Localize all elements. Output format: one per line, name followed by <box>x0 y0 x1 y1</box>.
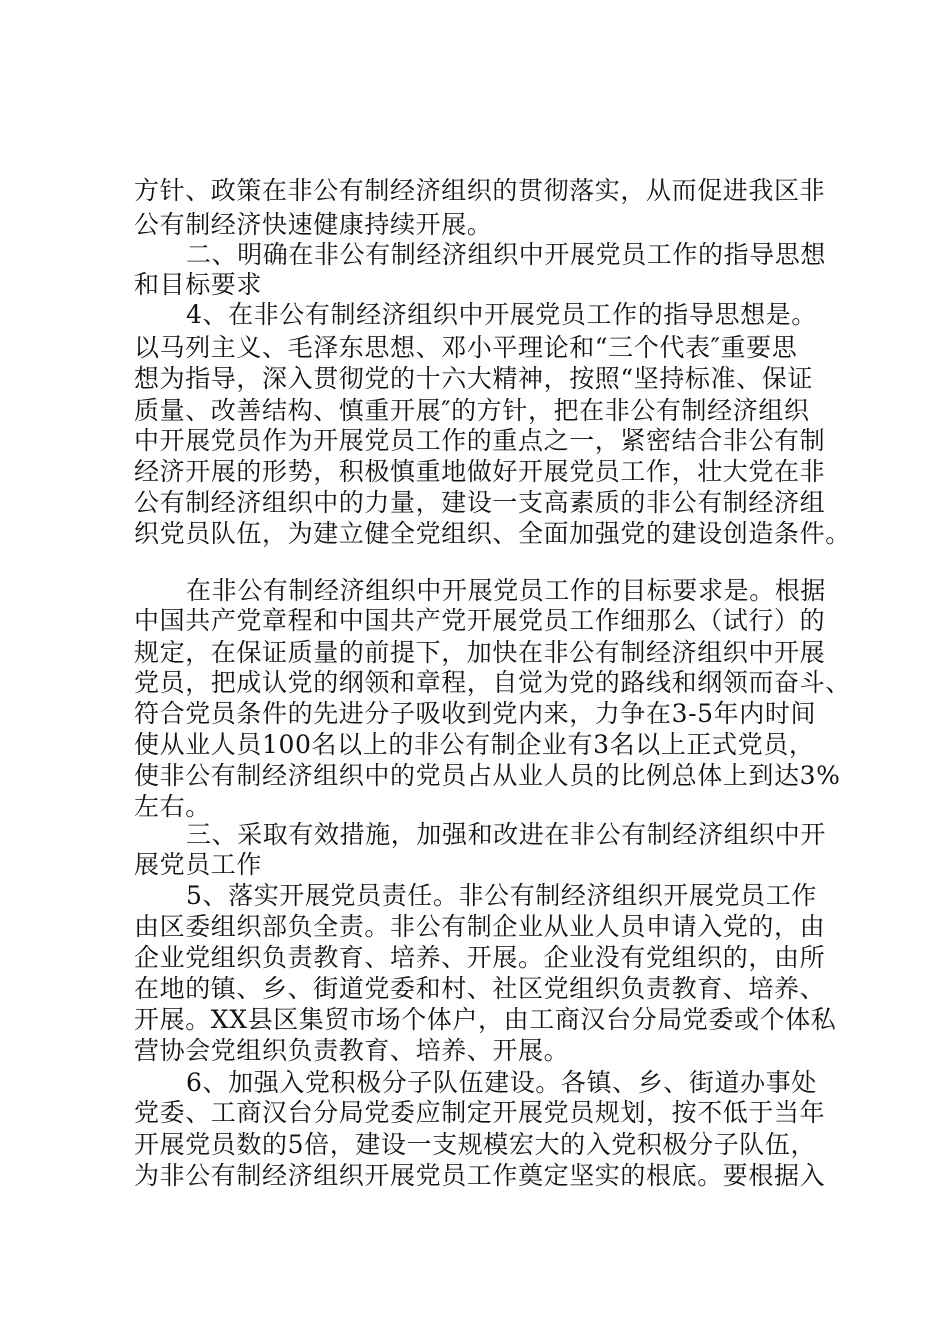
text-line: 由区委组织部负全责。非公有制企业从业人员申请入党的，由 <box>134 912 826 941</box>
text-line: 中国共产党章程和中国共产党开展党员工作细那么（试行）的 <box>134 606 826 635</box>
section-heading-2: 二、明确在非公有制经济组织中开展党员工作的指导思想 <box>186 240 827 269</box>
text-line: 左右。 <box>134 792 211 821</box>
text-line: 经济开展的形势，积极慎重地做好开展党员工作，壮大党在非 <box>134 457 826 486</box>
text-line: 规定，在保证质量的前提下，加快在非公有制经济组织中开展 <box>134 638 826 667</box>
text-line: 想为指导，深入贯彻党的十六大精神，按照“坚持标准、保证 <box>134 364 813 393</box>
paragraph-5-start: 5、落实开展党员责任。非公有制经济组织开展党员工作 <box>186 881 817 910</box>
text-line: 开展。XX县区集贸市场个体户，由工商汉台分局党委或个体私 <box>134 1005 837 1034</box>
paragraph-4-start: 4、在非公有制经济组织中开展党员工作的指导思想是。 <box>186 300 817 329</box>
text-line: 中开展党员作为开展党员工作的重点之一，紧密结合非公有制 <box>134 426 826 455</box>
paragraph-goals-start: 在非公有制经济组织中开展党员工作的目标要求是。根据 <box>186 576 827 605</box>
text-line: 公有制经济快速健康持续开展。 <box>134 210 493 239</box>
text-line: 公有制经济组织中的力量，建设一支高素质的非公有制经济组 <box>134 488 826 517</box>
text-line: 为非公有制经济组织开展党员工作奠定坚实的根底。要根据入 <box>134 1161 826 1190</box>
text-line: 使非公有制经济组织中的党员占从业人员的比例总体上到达3% <box>134 761 841 790</box>
text-line: 织党员队伍，为建立健全党组织、全面加强党的建设创造条件。 <box>134 519 851 548</box>
text-line: 营协会党组织负责教育、培养、开展。 <box>134 1036 570 1065</box>
text-line: 质量、改善结构、慎重开展″的方针，把在非公有制经济组织 <box>134 396 810 425</box>
section-heading-2-cont: 和目标要求 <box>134 270 263 299</box>
paragraph-6-start: 6、加强入党积极分子队伍建设。各镇、乡、街道办事处 <box>186 1068 817 1097</box>
text-line: 以马列主义、毛泽东思想、邓小平理论和“三个代表″重要思 <box>134 333 798 362</box>
section-heading-3: 三、采取有效措施，加强和改进在非公有制经济组织中开 <box>186 820 827 849</box>
text-line: 企业党组织负责教育、培养、开展。企业没有党组织的，由所 <box>134 943 826 972</box>
text-line: 符合党员条件的先进分子吸收到党内来，力争在3-5年内时间 <box>134 699 817 728</box>
text-line: 党员，把成认党的纲领和章程，自觉为党的路线和纲领而奋斗、 <box>134 668 851 697</box>
section-heading-3-cont: 展党员工作 <box>134 850 263 879</box>
text-line: 党委、工商汉台分局党委应制定开展党员规划，按不低于当年 <box>134 1098 826 1127</box>
text-line: 方针、政策在非公有制经济组织的贯彻落实，从而促进我区非 <box>134 176 826 205</box>
text-line: 开展党员数的5倍，建设一支规模宏大的入党积极分子队伍， <box>134 1130 817 1159</box>
text-line: 在地的镇、乡、街道党委和村、社区党组织负责教育、培养、 <box>134 974 826 1003</box>
text-line: 使从业人员100名以上的非公有制企业有3名以上正式党员， <box>134 730 815 759</box>
